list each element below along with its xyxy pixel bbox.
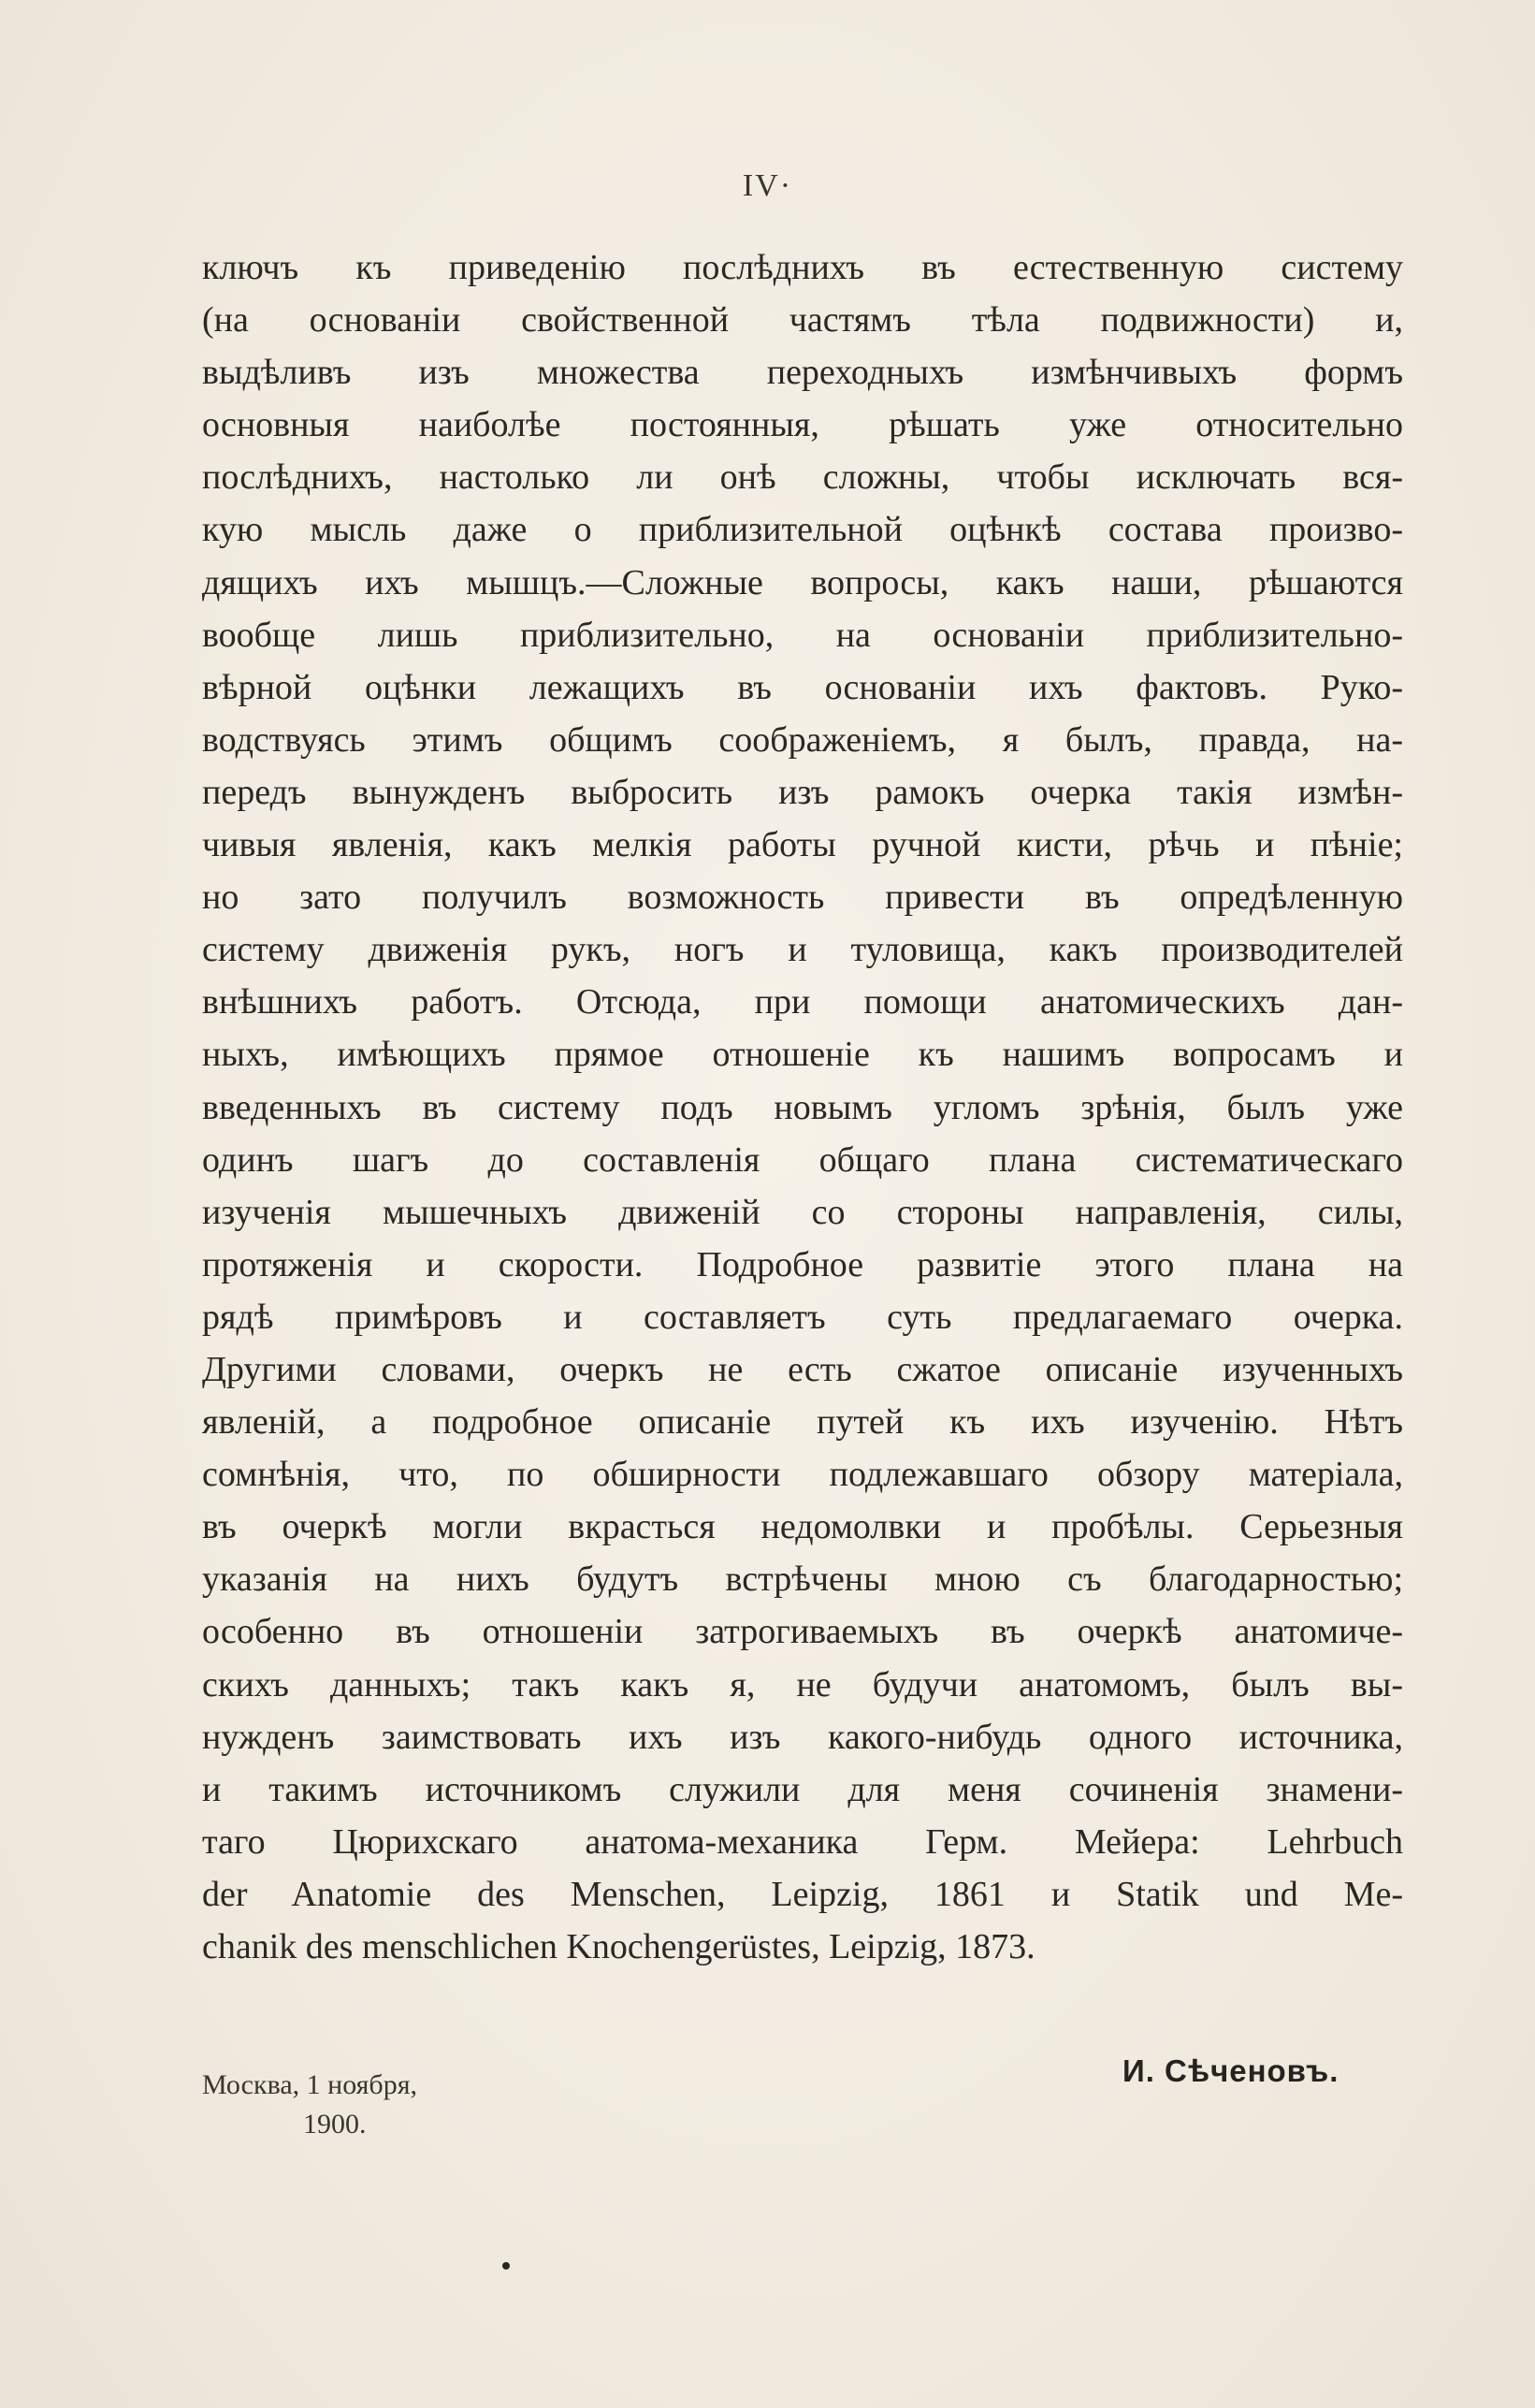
text-line: въ очеркѣ могли вкрасться недомолвки и пробѣлы. Серьезныя	[202, 1507, 1403, 1547]
text-line: ныхъ, имѣющихъ прямое отношеніе къ нашимъ вопросамъ и	[202, 1035, 1403, 1075]
text-line: дящихъ ихъ мышцъ.—Сложные вопросы, какъ наши, рѣшаются	[202, 562, 1403, 602]
text-line: одинъ шагъ до составленія общаго плана систематическаго	[202, 1139, 1403, 1180]
text-line: протяженія и скорости. Подробное развитіе этого плана на	[202, 1244, 1403, 1284]
text-line: выдѣливъ изъ множества переходныхъ измѣнчивыхъ формъ	[202, 353, 1403, 393]
text-line: введенныхъ въ систему подъ новымъ угломъ зрѣнія, былъ уже	[202, 1087, 1403, 1127]
text-line: рядѣ примѣровъ и составляетъ суть предлагаемаго очерка.	[202, 1297, 1403, 1337]
place-text: Москва, 1 ноября,	[202, 2069, 417, 2100]
author-signature: И. Сѣченовъ.	[1122, 2053, 1340, 2088]
text-line: особенно въ отношеніи затрогиваемыхъ въ очеркѣ анатомиче-	[202, 1612, 1403, 1652]
text-line: chanik des menschlichen Knochengerüstes, Leipzig, 1873.	[202, 1927, 1035, 1966]
text-line: der Anatomie des Menschen, Leipzig, 1861 и Statik und Me-	[202, 1874, 1403, 1914]
text-line: Другими словами, очеркъ не есть сжатое описаніе изученныхъ	[202, 1349, 1403, 1389]
text-line: кую мысль даже о приблизительной оцѣнкѣ состава произво-	[202, 510, 1403, 550]
text-line: и такимъ источникомъ служили для меня сочиненія знамени-	[202, 1769, 1403, 1809]
text-line: скихъ данныхъ; такъ какъ я, не будучи анатомомъ, былъ вы-	[202, 1664, 1403, 1704]
place-and-date	[202, 2066, 417, 2144]
text-line: передъ вынужденъ выбросить изъ рамокъ очерка такія измѣн-	[202, 772, 1403, 812]
text-line: основныя наиболѣе постоянныя, рѣшать уже относительно	[202, 405, 1403, 445]
text-line: послѣднихъ, настолько ли онѣ сложны, чтобы исключать вся-	[202, 457, 1403, 498]
preface-paragraph	[202, 241, 1403, 1973]
text-line: таго Цюрихскаго анатома-механика Герм. Мейера: Lehrbuch	[202, 1821, 1403, 1862]
text-line: изученія мышечныхъ движеній со стороны направленія, силы,	[202, 1192, 1403, 1232]
text-line: чивыя явленія, какъ мелкія работы ручной кисти, рѣчь и пѣніе;	[202, 825, 1403, 865]
text-line: водствуясь этимъ общимъ соображеніемъ, я былъ, правда, на-	[202, 719, 1403, 760]
text-line: указанія на нихъ будутъ встрѣчены мною съ благодарностью;	[202, 1559, 1403, 1600]
text-line: нужденъ заимствовать ихъ изъ какого-нибудь одного источника,	[202, 1717, 1403, 1757]
text-line: сомнѣнія, что, по обширности подлежавшаго обзору матеріала,	[202, 1455, 1403, 1495]
text-line: систему движенія рукъ, ногъ и туловища, какъ производителей	[202, 930, 1403, 970]
text-line: ключъ къ приведенію послѣднихъ въ естественную систему	[202, 248, 1403, 287]
text-line: внѣшнихъ работъ. Отсюда, при помощи анатомическихъ дан-	[202, 982, 1403, 1023]
page-number: IV·	[742, 168, 793, 203]
text-line: явленій, а подробное описаніе путей къ ихъ изученію. Нѣтъ	[202, 1402, 1403, 1443]
text-line: вѣрной оцѣнки лежащихъ въ основаніи ихъ фактовъ. Руко-	[202, 667, 1403, 707]
text-line: но зато получилъ возможность привести въ опредѣленную	[202, 878, 1403, 918]
ink-speck	[502, 2262, 510, 2270]
text-line: вообще лишь приблизительно, на основаніи приблизительно-	[202, 615, 1403, 655]
year-text: 1900.	[303, 2109, 367, 2140]
text-line: (на основаніи свойственной частямъ тѣла подвижности) и,	[202, 300, 1403, 341]
